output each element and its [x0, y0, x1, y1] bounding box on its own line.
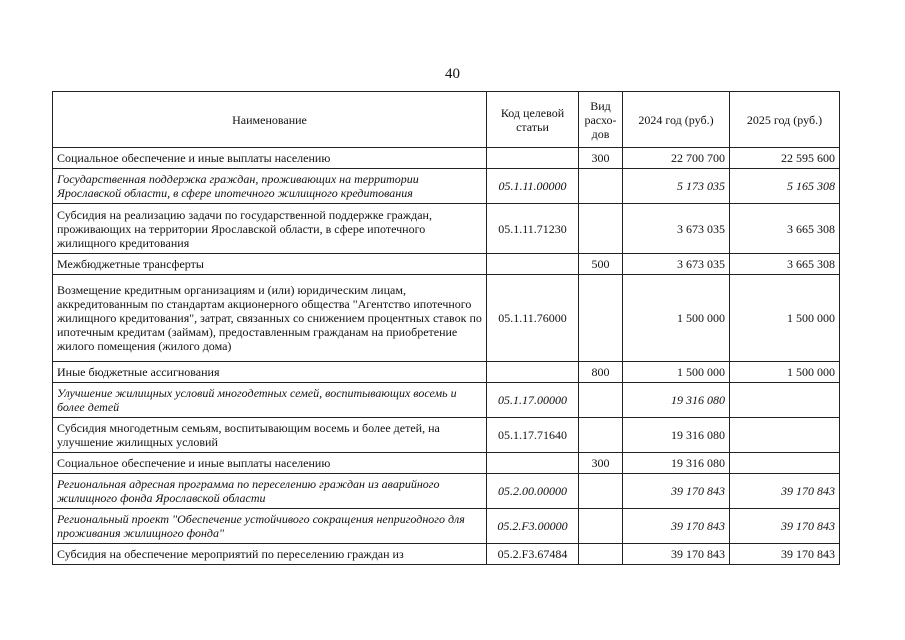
row-name-cell: Субсидия на обеспечение мероприятий по переселению граждан из [53, 544, 487, 565]
table-row [53, 474, 840, 509]
row-kind-cell [579, 275, 623, 362]
row-name-cell: Социальное обеспечение и иные выплаты населению [53, 453, 487, 474]
row-kind-cell [579, 204, 623, 254]
row-2024-cell: 39 170 843 [623, 474, 730, 509]
row-kind-cell: 300 [579, 148, 623, 169]
row-2024-cell: 19 316 080 [623, 418, 730, 453]
row-2025-cell [730, 418, 840, 453]
table-row [53, 383, 840, 418]
row-2025-cell: 1 500 000 [730, 362, 840, 383]
row-name-cell: Государственная поддержка граждан, проживающих на территории Ярославской области, в сфере ипотечного жилищного кредитования [53, 169, 487, 204]
header-2024: 2024 год (руб.) [623, 92, 730, 148]
row-kind-cell: 500 [579, 254, 623, 275]
row-name-cell: Межбюджетные трансферты [53, 254, 487, 275]
row-kind-cell: 800 [579, 362, 623, 383]
row-2024-cell: 19 316 080 [623, 383, 730, 418]
row-name-cell: Социальное обеспечение и иные выплаты населению [53, 148, 487, 169]
table-row [53, 169, 840, 204]
table-body [53, 148, 840, 565]
row-2025-cell: 5 165 308 [730, 169, 840, 204]
row-name-cell: Иные бюджетные ассигнования [53, 362, 487, 383]
row-code-cell: 05.2.F3.00000 [487, 509, 579, 544]
table-row [53, 362, 840, 383]
header-name: Наименование [53, 92, 487, 148]
row-kind-cell [579, 544, 623, 565]
row-2025-cell: 1 500 000 [730, 275, 840, 362]
row-name-cell: Региональный проект "Обеспечение устойчивого сокращения непригодного для проживания жилищного фонда" [53, 509, 487, 544]
header-code: Код целевой статьи [487, 92, 579, 148]
row-2025-cell: 22 595 600 [730, 148, 840, 169]
row-2024-cell: 19 316 080 [623, 453, 730, 474]
table-row [53, 544, 840, 565]
header-2025: 2025 год (руб.) [730, 92, 840, 148]
header-kind: Вид расхо-дов [579, 92, 623, 148]
row-code-cell [487, 362, 579, 383]
row-code-cell: 05.1.11.71230 [487, 204, 579, 254]
table-row [53, 148, 840, 169]
row-kind-cell [579, 418, 623, 453]
row-2024-cell: 3 673 035 [623, 254, 730, 275]
row-code-cell: 05.1.11.76000 [487, 275, 579, 362]
row-code-cell: 05.1.11.00000 [487, 169, 579, 204]
row-kind-cell [579, 474, 623, 509]
row-name-cell: Субсидия многодетным семьям, воспитывающим восемь и более детей, на улучшение жилищных условий [53, 418, 487, 453]
table-row [53, 204, 840, 254]
table-header-row [53, 92, 840, 148]
row-code-cell: 05.2.F3.67484 [487, 544, 579, 565]
row-name-cell: Региональная адресная программа по переселению граждан из аварийного жилищного фонда Ярославской области [53, 474, 487, 509]
table-row [53, 453, 840, 474]
row-2025-cell: 3 665 308 [730, 204, 840, 254]
row-2024-cell: 1 500 000 [623, 362, 730, 383]
row-name-cell: Улучшение жилищных условий многодетных семей, воспитывающих восемь и более детей [53, 383, 487, 418]
row-2024-cell: 1 500 000 [623, 275, 730, 362]
table-row [53, 254, 840, 275]
row-name-cell: Субсидия на реализацию задачи по государственной поддержке граждан, проживающих на территории Ярославской области, в сфере ипотечного жилищного кредитования [53, 204, 487, 254]
row-name-cell: Возмещение кредитным организациям и (или) юридическим лицам, аккредитованным по стандартам акционерного общества "Агентство ипотечного жилищного кредитования", затрат, связанных со снижением процентных ставок по ипотечным кредитам (займам), предоставленным гражданам на приобретение жилого помещения (жилого дома) [53, 275, 487, 362]
row-2024-cell: 3 673 035 [623, 204, 730, 254]
row-2024-cell: 22 700 700 [623, 148, 730, 169]
row-kind-cell [579, 169, 623, 204]
row-2025-cell: 39 170 843 [730, 509, 840, 544]
row-code-cell [487, 254, 579, 275]
row-code-cell: 05.1.17.00000 [487, 383, 579, 418]
row-2024-cell: 5 173 035 [623, 169, 730, 204]
row-2024-cell: 39 170 843 [623, 509, 730, 544]
table-row [53, 418, 840, 453]
row-kind-cell [579, 509, 623, 544]
row-code-cell: 05.1.17.71640 [487, 418, 579, 453]
row-2025-cell [730, 453, 840, 474]
row-2025-cell: 39 170 843 [730, 544, 840, 565]
row-kind-cell: 300 [579, 453, 623, 474]
table-row [53, 509, 840, 544]
row-code-cell: 05.2.00.00000 [487, 474, 579, 509]
row-code-cell [487, 453, 579, 474]
row-2025-cell: 3 665 308 [730, 254, 840, 275]
row-2025-cell [730, 383, 840, 418]
row-code-cell [487, 148, 579, 169]
row-kind-cell [579, 383, 623, 418]
row-2024-cell: 39 170 843 [623, 544, 730, 565]
table-row [53, 275, 840, 362]
budget-table [52, 91, 840, 565]
row-2025-cell: 39 170 843 [730, 474, 840, 509]
page-number: 40 [445, 66, 460, 82]
